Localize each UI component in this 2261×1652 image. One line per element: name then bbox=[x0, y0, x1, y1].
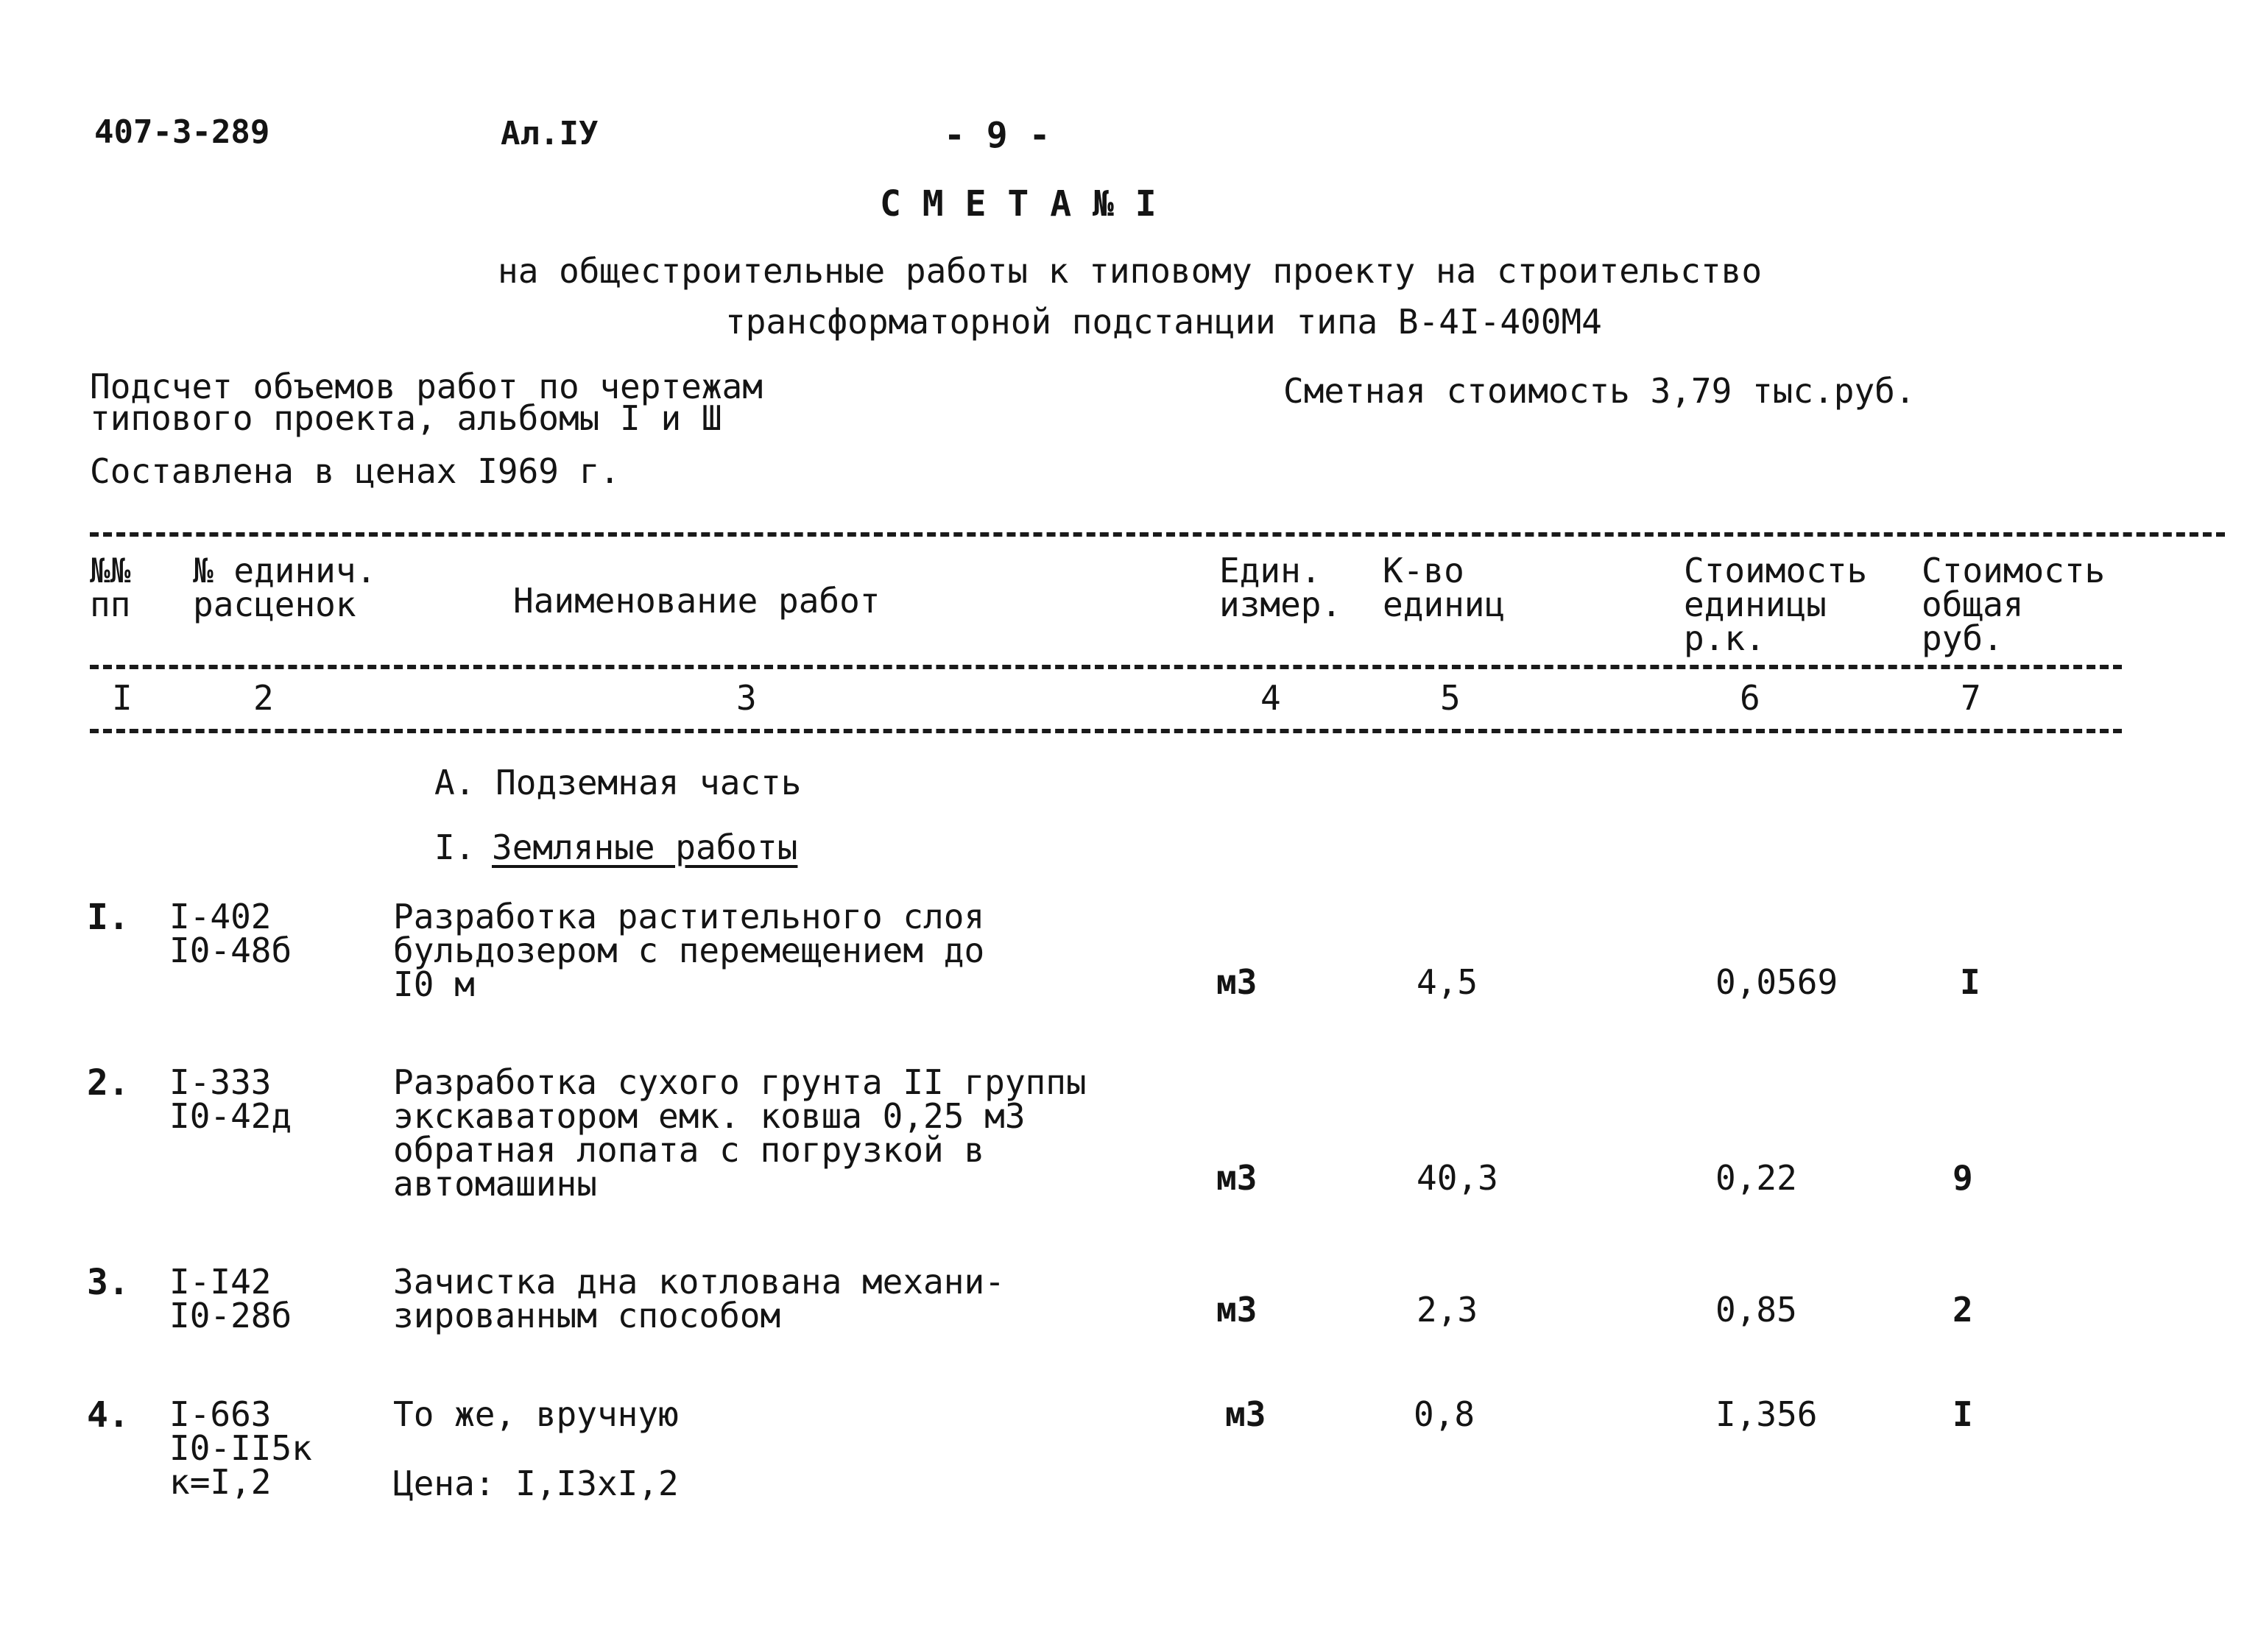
row-1-number: I. bbox=[87, 897, 130, 938]
row-1-unit-cost: 0,0569 bbox=[1715, 962, 1838, 1002]
table-numbers-rule bbox=[90, 729, 2122, 733]
subsection-number: I. bbox=[434, 827, 476, 867]
subtitle-line-1: на общестроительные работы к типовому проекту на строительство bbox=[498, 251, 1763, 291]
row-2-unit: м3 bbox=[1216, 1158, 1258, 1198]
prices-year: Составлена в ценах I969 г. bbox=[90, 451, 621, 491]
row-2-qty: 40,3 bbox=[1417, 1158, 1498, 1198]
table-top-rule bbox=[90, 532, 2225, 537]
header-col-6: Стоимость единицы р.к. bbox=[1684, 551, 1868, 658]
row-1-total: I bbox=[1960, 962, 1980, 1002]
estimated-cost: Сметная стоимость 3,79 тыс.руб. bbox=[1283, 371, 1916, 411]
row-3-codes: I-I42 I0-28б bbox=[169, 1262, 292, 1335]
row-2-total: 9 bbox=[1953, 1158, 1973, 1198]
section-heading: А. Подземная часть bbox=[434, 763, 802, 802]
row-3-qty: 2,3 bbox=[1417, 1290, 1478, 1330]
subsection-title: Земляные работы bbox=[492, 827, 798, 867]
column-number-6: 6 bbox=[1740, 678, 1760, 718]
document-code: 407-3-289 bbox=[94, 113, 270, 151]
page-number: - 9 - bbox=[944, 115, 1051, 156]
album-label: Ал.IУ bbox=[501, 115, 599, 152]
row-4-unit: м3 bbox=[1225, 1394, 1266, 1434]
row-4-total: I bbox=[1953, 1394, 1973, 1434]
row-3-unit: м3 bbox=[1216, 1290, 1258, 1330]
row-2-codes: I-333 I0-42д bbox=[169, 1062, 292, 1136]
column-number-1: I bbox=[112, 678, 133, 718]
header-col-1: №№ пп bbox=[90, 551, 131, 624]
header-col-2: № единич. расценок bbox=[193, 551, 377, 624]
row-1-unit: м3 bbox=[1216, 962, 1258, 1002]
table-header-rule bbox=[90, 665, 2122, 669]
row-4-number: 4. bbox=[87, 1394, 130, 1436]
header-col-7: Стоимость общая руб. bbox=[1922, 551, 2106, 658]
row-3-number: 3. bbox=[87, 1262, 130, 1303]
column-number-4: 4 bbox=[1260, 678, 1281, 718]
column-number-5: 5 bbox=[1440, 678, 1461, 718]
row-3-unit-cost: 0,85 bbox=[1715, 1290, 1797, 1330]
basis-line-1: Подсчет объемов работ по чертежам bbox=[90, 367, 763, 406]
row-2-name: Разработка сухого грунта II группы экскаватором емк. ковша 0,25 м3 обратная лопата с погрузкой в автомашины bbox=[393, 1062, 1087, 1204]
row-2-unit-cost: 0,22 bbox=[1715, 1158, 1797, 1198]
column-number-2: 2 bbox=[253, 678, 274, 718]
row-1-name: Разработка растительного слоя бульдозером с перемещением до I0 м bbox=[393, 897, 985, 1004]
basis-line-2: типового проекта, альбомы I и Ш bbox=[90, 398, 722, 438]
row-2-number: 2. bbox=[87, 1062, 130, 1104]
row-4-price-note: Цена: I,I3xI,2 bbox=[393, 1464, 679, 1503]
header-col-5: К-во единиц bbox=[1383, 551, 1506, 624]
header-col-3: Наименование работ bbox=[513, 581, 881, 621]
row-3-total: 2 bbox=[1953, 1290, 1973, 1330]
column-number-7: 7 bbox=[1961, 678, 1981, 718]
row-4-unit-cost: I,356 bbox=[1715, 1394, 1818, 1434]
header-col-4: Един. измер. bbox=[1219, 551, 1342, 624]
row-3-name: Зачистка дна котлована механи- зированным способом bbox=[393, 1262, 1005, 1335]
row-1-qty: 4,5 bbox=[1417, 962, 1478, 1002]
row-4-name: То же, вручную bbox=[393, 1394, 679, 1434]
page-title: С М Е Т А № I bbox=[880, 183, 1157, 225]
row-4-codes: I-663 I0-II5к к=I,2 bbox=[169, 1394, 312, 1502]
column-number-3: 3 bbox=[736, 678, 757, 718]
subtitle-line-2: трансформаторной подстанции типа В-4I-400М4 bbox=[725, 302, 1602, 342]
row-1-codes: I-402 I0-48б bbox=[169, 897, 292, 970]
row-4-qty: 0,8 bbox=[1414, 1394, 1475, 1434]
